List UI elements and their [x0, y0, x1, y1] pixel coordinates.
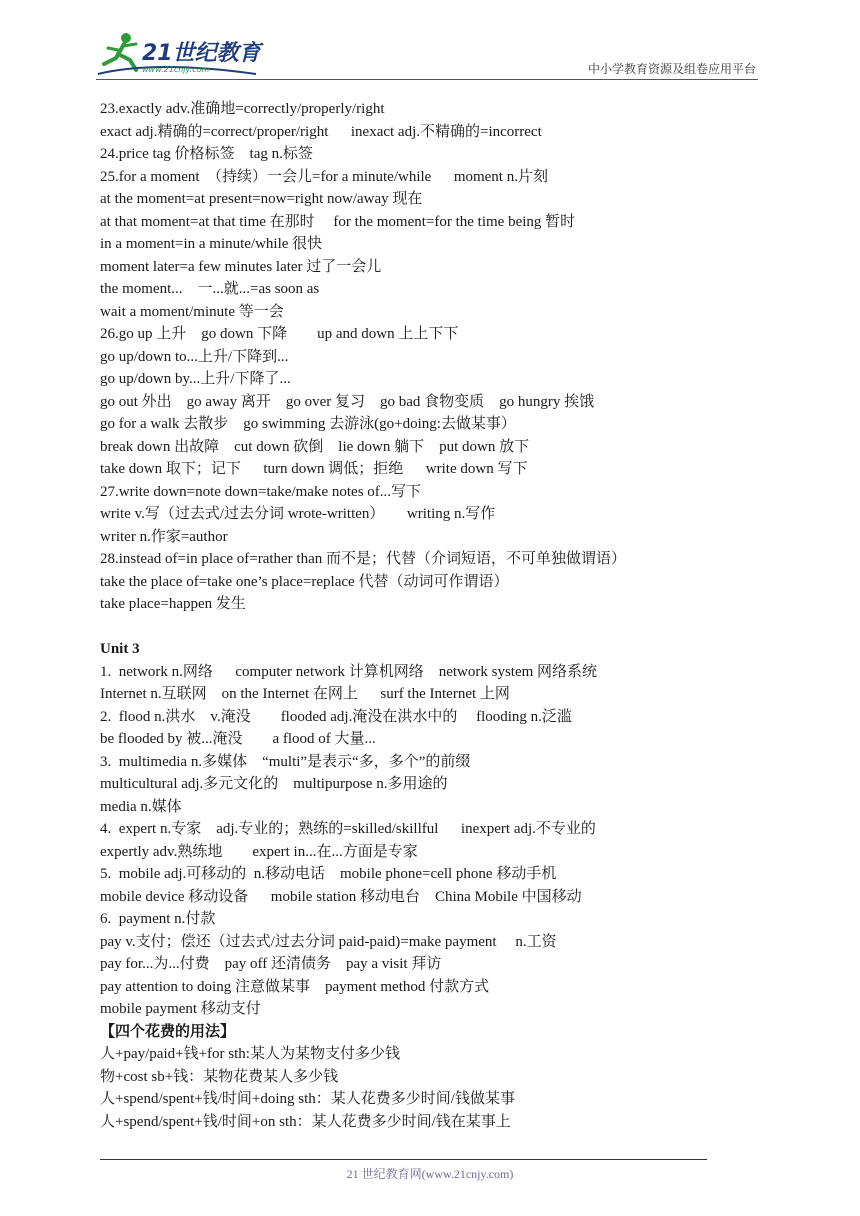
text-line: expertly adv.熟练地 expert in...在...方面是专家: [100, 843, 418, 860]
section-heading: Unit 3: [100, 641, 140, 657]
text-line: at the moment=at present=now=right now/away 现在: [100, 191, 423, 207]
text-line: wait a moment/minute 等一会: [100, 303, 284, 320]
footer-divider: [100, 1159, 707, 1160]
text-line: 23.exactly adv.准确地=correctly/properly/right: [100, 101, 385, 117]
text-line: in a moment=in a minute/while 很快: [100, 236, 323, 252]
text-line: pay attention to doing 注意做某事 payment method 付款方式: [100, 978, 490, 995]
text-line: be flooded by 被...淹没 a flood of 大量...: [100, 731, 376, 747]
text-line: pay for...为...付费 pay off 还清债务 pay a visit 拜访: [100, 956, 442, 972]
section-heading: 【四个花费的用法】: [100, 1023, 236, 1040]
page-header: [0, 0, 860, 80]
text-line: the moment... 一...就...=as soon as: [100, 281, 320, 297]
text-line: 26.go up 上升 go down 下降 up and down 上上下下: [100, 326, 459, 342]
text-line: 25.for a moment （持续）一会儿=for a minute/while moment n.片刻: [100, 168, 548, 185]
text-line: go for a walk 去散步 go swimming 去游泳(go+doing:去做某事）: [100, 416, 516, 432]
text-line: moment later=a few minutes later 过了一会儿: [100, 258, 382, 275]
text-line: 3. multimedia n.多媒体 “multi”是表示“多，多个”的前缀: [100, 753, 471, 770]
document-body: [100, 98, 740, 1133]
text-line: exact adj.精确的=correct/proper/right inexact adj.不精确的=incorrect: [100, 123, 542, 140]
text-line: take down 取下；记下 turn down 调低；拒绝 write down 写下: [100, 461, 528, 477]
text-line: 人+spend/spent+钱/时间+doing sth：某人花费多少时间/钱做某事: [100, 1091, 515, 1107]
text-line: 28.instead of=in place of=rather than 而不是；代替（介词短语，不可单独做谓语）: [100, 551, 627, 567]
page-footer: 21 世纪教育网(www.21cnjy.com): [346, 1167, 514, 1181]
text-line: [100, 616, 740, 639]
text-line: 6. payment n.付款: [100, 911, 216, 927]
text-line: 人+pay/paid+钱+for sth:某人为某物支付多少钱: [100, 1046, 400, 1062]
text-line: 2. flood n.洪水 v.淹没 flooded adj.淹没在洪水中的 flooding n.泛滥: [100, 708, 572, 725]
logo-text: 21世纪教育: [142, 41, 261, 66]
text-line: go out 外出 go away 离开 go over 复习 go bad 食物变质 go hungry 挨饿: [100, 393, 595, 410]
text-line: writer n.作家=author: [100, 528, 228, 545]
text-line: 物+cost sb+钱：某物花费某人多少钱: [100, 1068, 339, 1085]
text-line: 4. expert n.专家 adj.专业的；熟练的=skilled/skillful inexpert adj.不专业的: [100, 821, 596, 837]
text-line: write v.写（过去式/过去分词 wrote-written） writing n.写作: [100, 506, 496, 522]
text-line: 5. mobile adj.可移动的 n.移动电话 mobile phone=cell phone 移动手机: [100, 866, 557, 882]
text-line: 1. network n.网络 computer network 计算机网络 network system 网络系统: [100, 663, 598, 680]
text-line: mobile payment 移动支付: [100, 1001, 261, 1017]
text-line: take the place of=take one’s place=replace 代替（动词可作谓语）: [100, 573, 509, 590]
text-line: go up/down to...上升/下降到...: [100, 348, 289, 365]
text-line: media n.媒体: [100, 798, 182, 815]
text-line: 人+spend/spent+钱/时间+on sth：某人花费多少时间/钱在某事上: [100, 1113, 511, 1130]
text-line: mobile device 移动设备 mobile station 移动电台 China Mobile 中国移动: [100, 888, 582, 905]
logo-url: www.21cnjy.com: [142, 65, 210, 74]
site-logo[interactable]: [96, 30, 271, 80]
header-divider: [96, 79, 758, 80]
site-tagline: 中小学教育资源及组卷应用平台: [587, 62, 756, 76]
text-line: Internet n.互联网 on the Internet 在网上 surf the Internet 上网: [100, 686, 510, 702]
runner-logo-icon: [96, 30, 271, 80]
text-line: pay v.支付；偿还（过去式/过去分词 paid-paid)=make payment n.工资: [100, 933, 557, 950]
text-line: break down 出故障 cut down 砍倒 lie down 躺下 put down 放下: [100, 438, 530, 455]
text-line: go up/down by...上升/下降了...: [100, 371, 291, 387]
text-line: multicultural adj.多元文化的 multipurpose n.多用途的: [100, 776, 448, 792]
text-line: at that moment=at that time 在那时 for the moment=for the time being 暂时: [100, 213, 576, 230]
text-line: take place=happen 发生: [100, 596, 246, 612]
text-line: 27.write down=note down=take/make notes of...写下: [100, 483, 422, 500]
text-line: 24.price tag 价格标签 tag n.标签: [100, 146, 313, 162]
